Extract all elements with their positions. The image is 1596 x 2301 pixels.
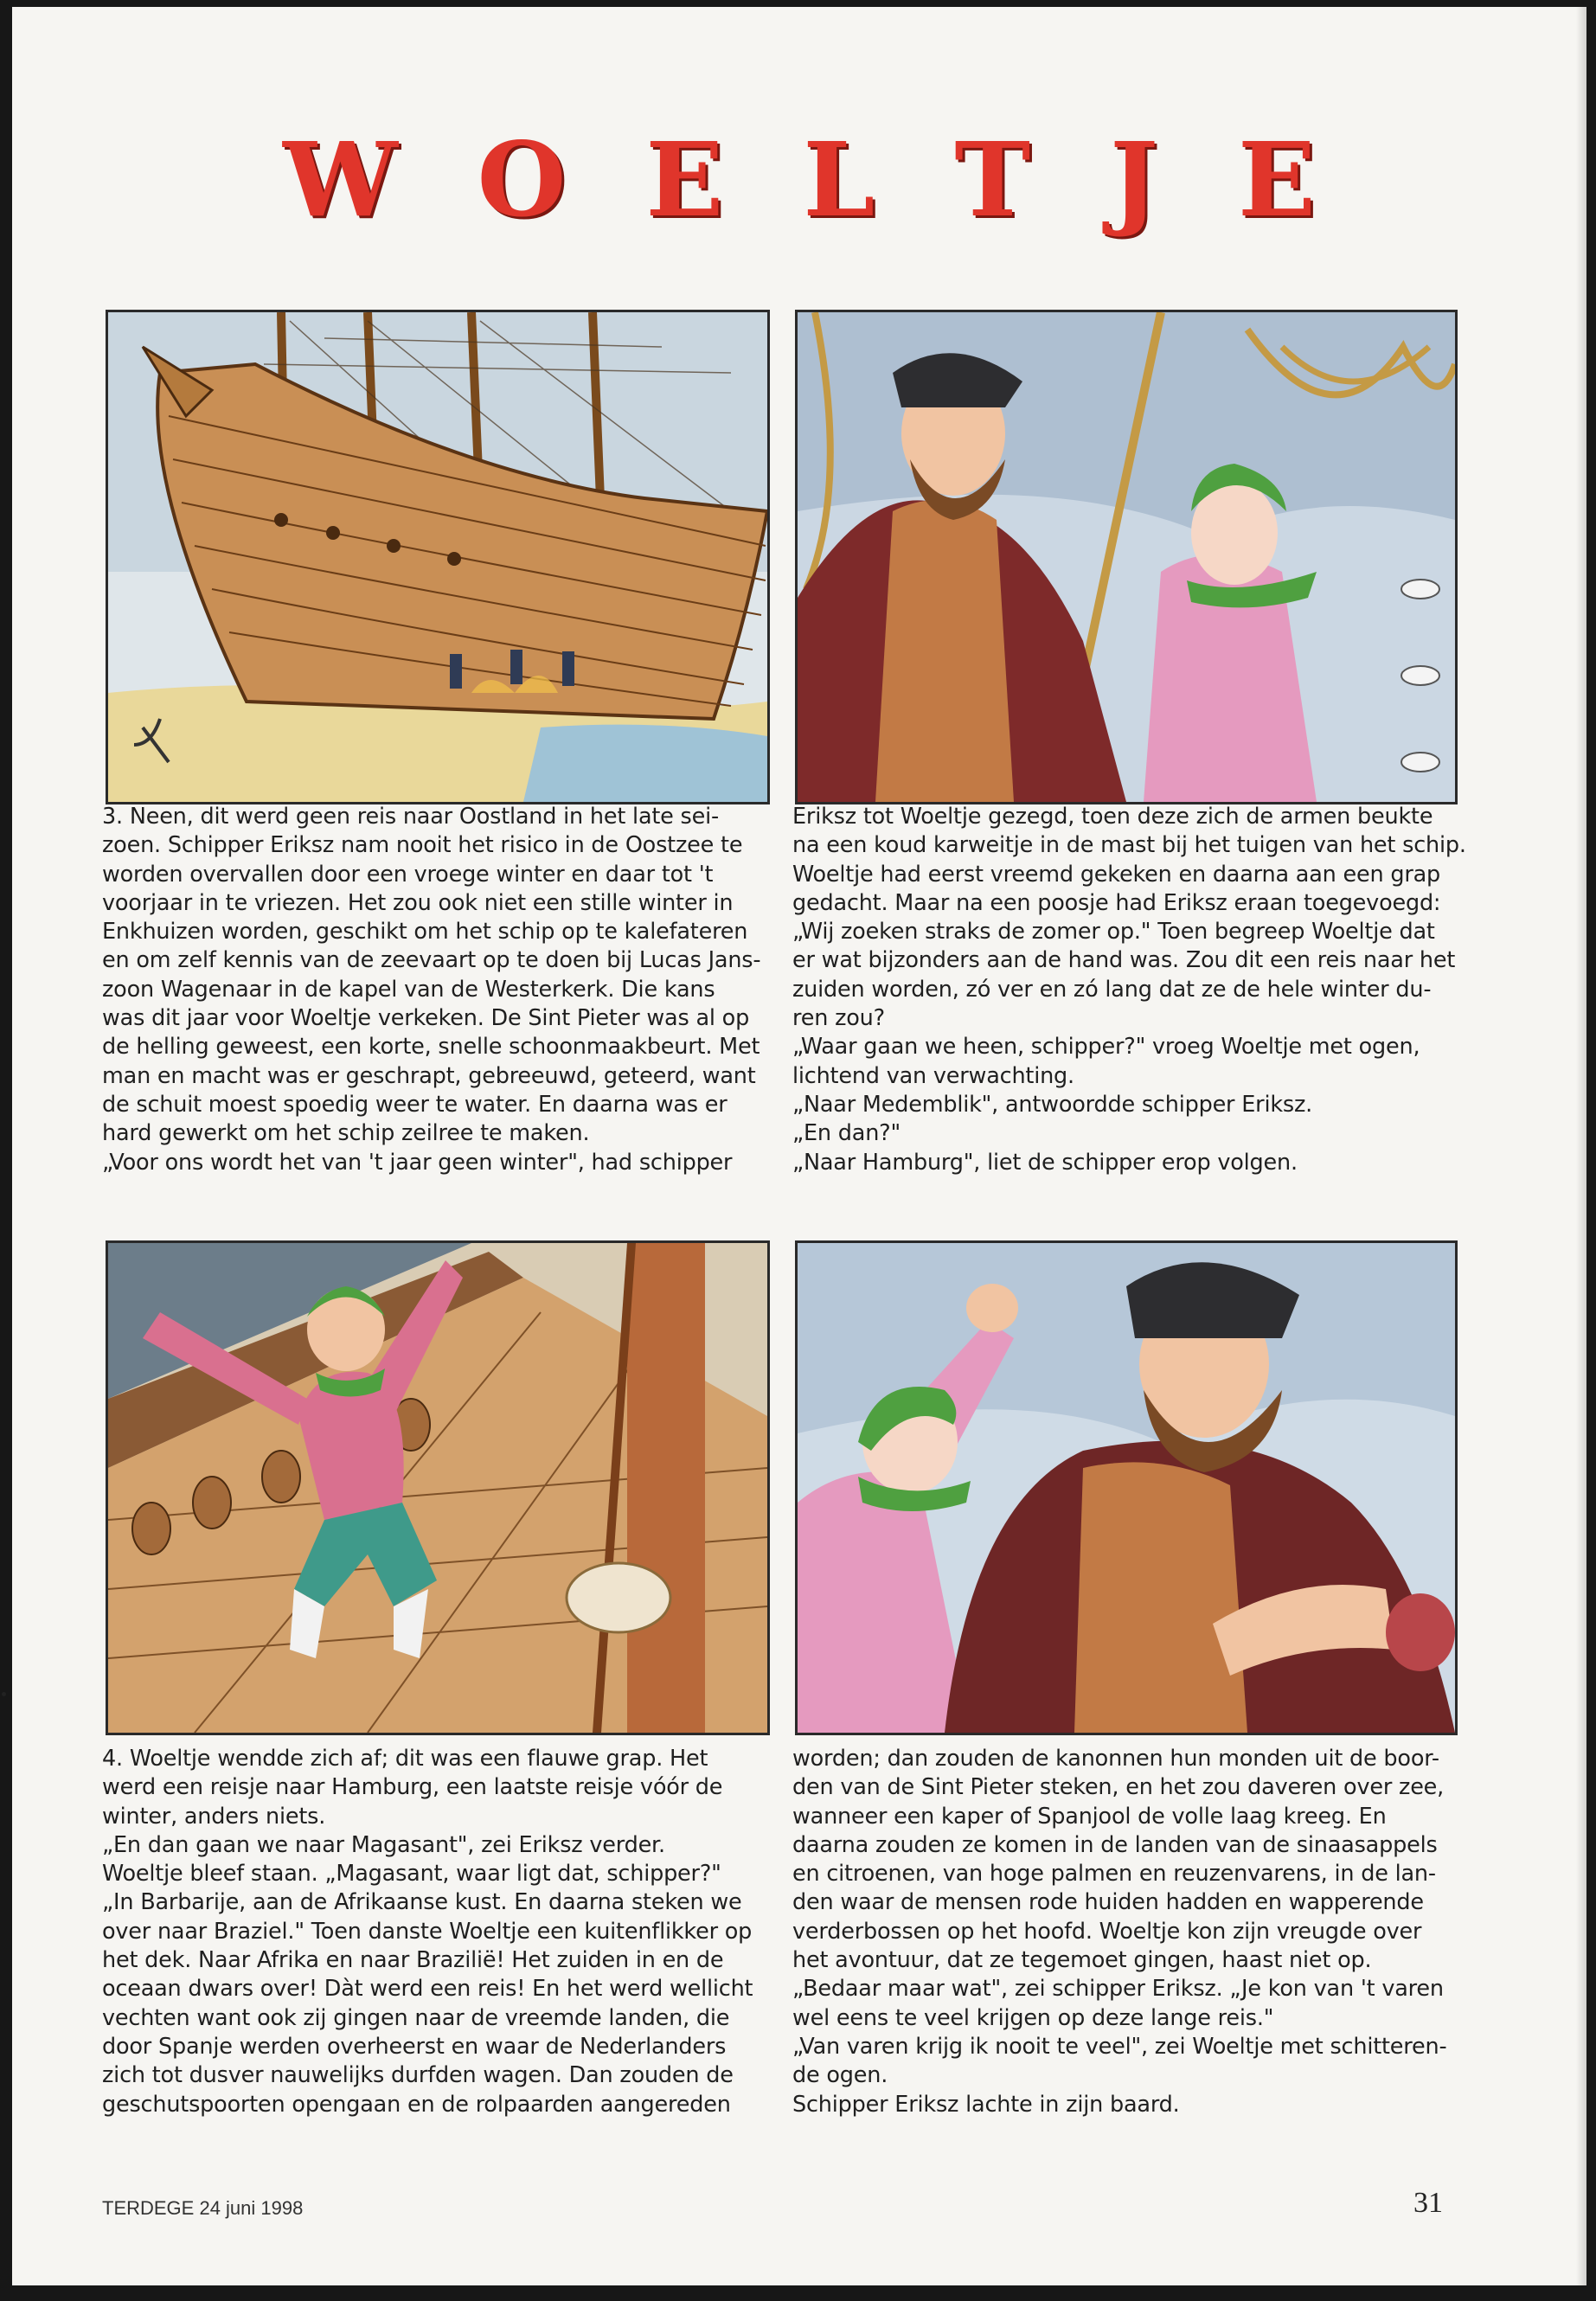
title-letter: O [477, 119, 567, 240]
panel-woeltje-and-skipper [795, 1240, 1458, 1735]
title-letter: W [283, 119, 398, 240]
text-line: wanneer een kaper of Spanjool de volle laag kreeg. En [792, 1803, 1387, 1830]
text-line: den van de Sint Pieter steken, en het zou daveren over zee, [792, 1774, 1445, 1801]
text-line: winter, anders niets. [102, 1803, 326, 1830]
text-line: het avontuur, dat ze tegemoet gingen, haast niet op. [792, 1947, 1372, 1974]
text-line: „Bedaar maar wat", zei schipper Eriksz. „Je kon van 't varen [792, 1976, 1444, 2003]
text-line: 3. Neen, dit werd geen reis naar Oostland in het late sei- [102, 804, 720, 830]
ship-on-slipway-illustration [108, 312, 767, 802]
text-line: werd een reisje naar Hamburg, een laatste reisje vóór de [102, 1774, 723, 1801]
panel-skipper-and-woeltje [795, 310, 1458, 804]
page-number: 31 [1413, 2187, 1443, 2219]
text-line: lichtend van verwachting. [792, 1062, 1074, 1089]
text-line: Enkhuizen worden, geschikt om het schip op te kalefateren [102, 919, 748, 945]
text-line: daarna zouden ze komen in de landen van de sinaasappels [792, 1831, 1438, 1858]
woeltje-dancing-on-deck-illustration [108, 1243, 767, 1733]
title-letter: E [645, 119, 724, 240]
text-line: en om zelf kennis van de zeevaart op te doen bij Lucas Jans- [102, 947, 761, 974]
text-line: zuiden worden, zó ver en zó lang dat ze de hele winter du- [792, 976, 1432, 1003]
text-line: „Van varen krijg ik nooit te veel", zei Woeltje met schitteren- [792, 2033, 1447, 2060]
text-line: Eriksz tot Woeltje gezegd, toen deze zich de armen beukte [792, 804, 1433, 830]
panel-woeltje-dancing [106, 1240, 770, 1735]
panel-ship-on-slipway [106, 310, 770, 804]
text-line: „Naar Hamburg", liet de schipper erop volgen. [792, 1149, 1298, 1176]
text-line: na een koud karweitje in de mast bij het tuigen van het schip. [792, 832, 1466, 859]
text-line: door Spanje werden overheerst en waar de Nederlanders [102, 2033, 727, 2060]
page-edge-shadow [1576, 7, 1586, 2285]
text-line: „In Barbarije, aan de Afrikaanse kust. En daarna steken we [102, 1889, 742, 1916]
story-title-letters [283, 115, 1316, 245]
text-column-2 [792, 803, 1466, 1177]
text-column-4 [792, 1745, 1458, 2119]
text-line: Schipper Eriksz lachte in zijn baard. [792, 2091, 1180, 2118]
story-title [12, 115, 1586, 245]
text-line: wel eens te veel krijgen op deze lange reis." [792, 2004, 1274, 2031]
text-line: en citroenen, van hoge palmen en reuzenvarens, in de lan- [792, 1861, 1436, 1888]
title-letter: L [803, 119, 875, 240]
text-column-3 [102, 1745, 768, 2119]
skipper-and-woeltje-illustration [798, 312, 1455, 802]
text-line: de schuit moest spoedig weer te water. En daarna was er [102, 1091, 727, 1118]
text-line: Woeltje had eerst vreemd gekeken en daarna aan een grap [792, 861, 1441, 888]
text-line: de helling geweest, een korte, snelle schoonmaakbeurt. Met [102, 1034, 760, 1061]
text-line: vechten want ook zij gingen naar de vreemde landen, die [102, 2004, 730, 2031]
text-line: zich tot dusver nauwelijks durfden wagen. Dan zouden de [102, 2062, 734, 2089]
title-letter: J [1110, 119, 1158, 240]
text-line: man en macht was er geschrapt, gebreeuwd, geteerd, want [102, 1062, 756, 1089]
text-column-1 [102, 803, 768, 1177]
title-letter: T [954, 119, 1031, 240]
text-line: „Waar gaan we heen, schipper?" vroeg Woeltje met ogen, [792, 1034, 1420, 1061]
woeltje-and-skipper-illustration [798, 1243, 1455, 1733]
text-line: „Wij zoeken straks de zomer op." Toen begreep Woeltje dat [792, 919, 1435, 945]
text-line: er wat bijzonders aan de hand was. Zou dit een reis naar het [792, 947, 1456, 974]
text-line: worden; dan zouden de kanonnen hun monden uit de boor- [792, 1746, 1439, 1772]
title-letter: E [1237, 119, 1316, 240]
text-line: 4. Woeltje wendde zich af; dit was een flauwe grap. Het [102, 1746, 708, 1772]
text-line: ren zou? [792, 1005, 885, 1032]
text-line: „En dan?" [792, 1120, 901, 1147]
text-line: geschutspoorten opengaan en de rolpaarden aangereden [102, 2091, 731, 2118]
margin-dot [2, 1692, 6, 1696]
text-line: oceaan dwars over! Dàt werd een reis! En het werd wellicht [102, 1976, 753, 2003]
text-line: Woeltje bleef staan. „Magasant, waar ligt dat, schipper?" [102, 1861, 721, 1888]
text-line: den waar de mensen rode huiden hadden en wapperende [792, 1889, 1424, 1916]
text-line: „Naar Medemblik", antwoordde schipper Eriksz. [792, 1091, 1313, 1118]
text-line: was dit jaar voor Woeltje verkeken. De Sint Pieter was al op [102, 1005, 750, 1032]
text-line: worden overvallen door een vroege winter en daar tot 't [102, 861, 714, 888]
magazine-page [12, 7, 1586, 2285]
text-line: zoon Wagenaar in de kapel van de Westerkerk. Die kans [102, 976, 715, 1003]
text-line: gedacht. Maar na een poosje had Eriksz eraan toegevoegd: [792, 889, 1441, 916]
text-line: zoen. Schipper Eriksz nam nooit het risico in de Oostzee te [102, 832, 743, 859]
text-line: over naar Braziel." Toen danste Woeltje een kuitenflikker op [102, 1918, 753, 1945]
text-line: „En dan gaan we naar Magasant", zei Eriksz verder. [102, 1831, 665, 1858]
text-line: verderbossen op het hoofd. Woeltje kon zijn vreugde over [792, 1918, 1422, 1945]
text-line: de ogen. [792, 2062, 888, 2089]
text-line: „Voor ons wordt het van 't jaar geen winter", had schipper [102, 1149, 733, 1176]
publication-footer: TERDEGE 24 juni 1998 [102, 2197, 304, 2219]
text-line: voorjaar in te vriezen. Het zou ook niet een stille winter in [102, 889, 734, 916]
text-line: hard gewerkt om het schip zeilree te maken. [102, 1120, 590, 1147]
text-line: het dek. Naar Afrika en naar Brazilië! Het zuiden in en de [102, 1947, 724, 1974]
